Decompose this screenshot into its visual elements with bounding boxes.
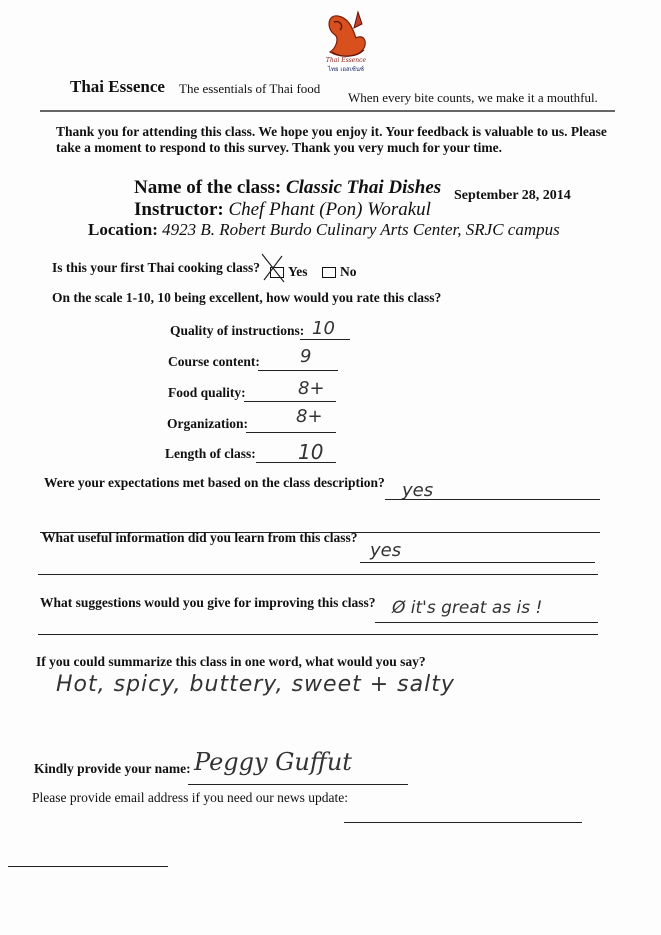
class-name-row [134,177,441,199]
brand-name: Thai Essence [70,77,165,96]
useful-extra-line [38,574,598,575]
svg-text:Thai Essence: Thai Essence [325,57,367,64]
summary-answer[interactable]: Hot, spicy, buttery, sweet + salty [56,672,455,697]
rating-value-organization[interactable]: 8+ [296,406,323,427]
brand-tagline: The essentials of Thai food [179,81,321,96]
rating-line-organization [246,432,336,433]
instructor-label: Instructor: [134,199,224,220]
email-label: Please provide email address if you need our news update: [32,790,349,805]
suggestions-question: What suggestions would you give for improving this class? [40,595,376,610]
summary-question: If you could summarize this class in one word, what would you say? [36,654,426,669]
first-class-question: Is this your first Thai cooking class? [52,260,261,275]
useful-answer[interactable]: yes [370,540,402,561]
location-label: Location: [88,220,158,239]
name-label: Kindly provide your name: [34,761,191,776]
yes-label: Yes [288,264,308,279]
rating-label-organization: Organization: [167,416,248,431]
rating-value-instructions[interactable]: 10 [312,318,335,339]
intro-text: Thank you for attending this class. We hope you enjoy it. Your feedback is valuable to us. Please take a moment to respond to this survey. Thank you very much for your time. [56,124,607,155]
expectations-answer[interactable]: yes [402,480,434,501]
svg-text:ไทย เอสเซ้นซ์: ไทย เอสเซ้นซ์ [327,66,365,73]
no-label: No [340,264,357,279]
rating-line-food [244,401,336,402]
useful-answer-line [360,562,595,563]
rating-label-food: Food quality: [168,385,246,400]
brand-slogan: When every bite counts, we make it a mouthful. [348,90,598,105]
suggestions-answer[interactable]: Ø it's great as is ! [392,598,543,618]
rating-line-instructions [300,339,350,340]
rating-value-length[interactable]: 10 [298,440,324,464]
first-class-no-option[interactable] [322,264,357,280]
signature[interactable]: Peggy Guffut [194,748,352,776]
suggestions-extra-line [38,634,598,635]
instructor-row [134,199,431,221]
class-name-value: Classic Thai Dishes [285,177,442,198]
footer-line [8,866,168,867]
rating-label-content: Course content: [168,354,260,369]
rating-label-instructions: Quality of instructions: [170,323,305,338]
class-name-label: Name of the class: [134,177,282,198]
rating-label-length: Length of class: [165,446,256,461]
rating-value-content[interactable]: 9 [300,346,312,367]
no-checkbox[interactable] [322,267,336,278]
location-row [88,220,560,240]
email-answer-line [344,822,582,823]
rating-line-content [258,370,338,371]
rating-question: On the scale 1-10, 10 being excellent, how would you rate this class? [52,290,442,305]
class-date: September 28, 2014 [454,188,571,203]
instructor-value: Chef Phant (Pon) Worakul [228,199,431,220]
useful-question: What useful information did you learn from this class? [42,530,358,545]
suggestions-answer-line [375,622,598,623]
expectations-question: Were your expectations met based on the class description? [44,475,385,490]
location-value: 4923 B. Robert Burdo Culinary Arts Center, SRJC campus [162,220,560,239]
swan-logo-icon [318,8,374,74]
name-answer-line [188,784,408,785]
rating-value-food[interactable]: 8+ [298,378,325,399]
header-divider [40,110,615,112]
yes-check-mark-icon [258,250,288,291]
rating-line-length [256,462,336,463]
